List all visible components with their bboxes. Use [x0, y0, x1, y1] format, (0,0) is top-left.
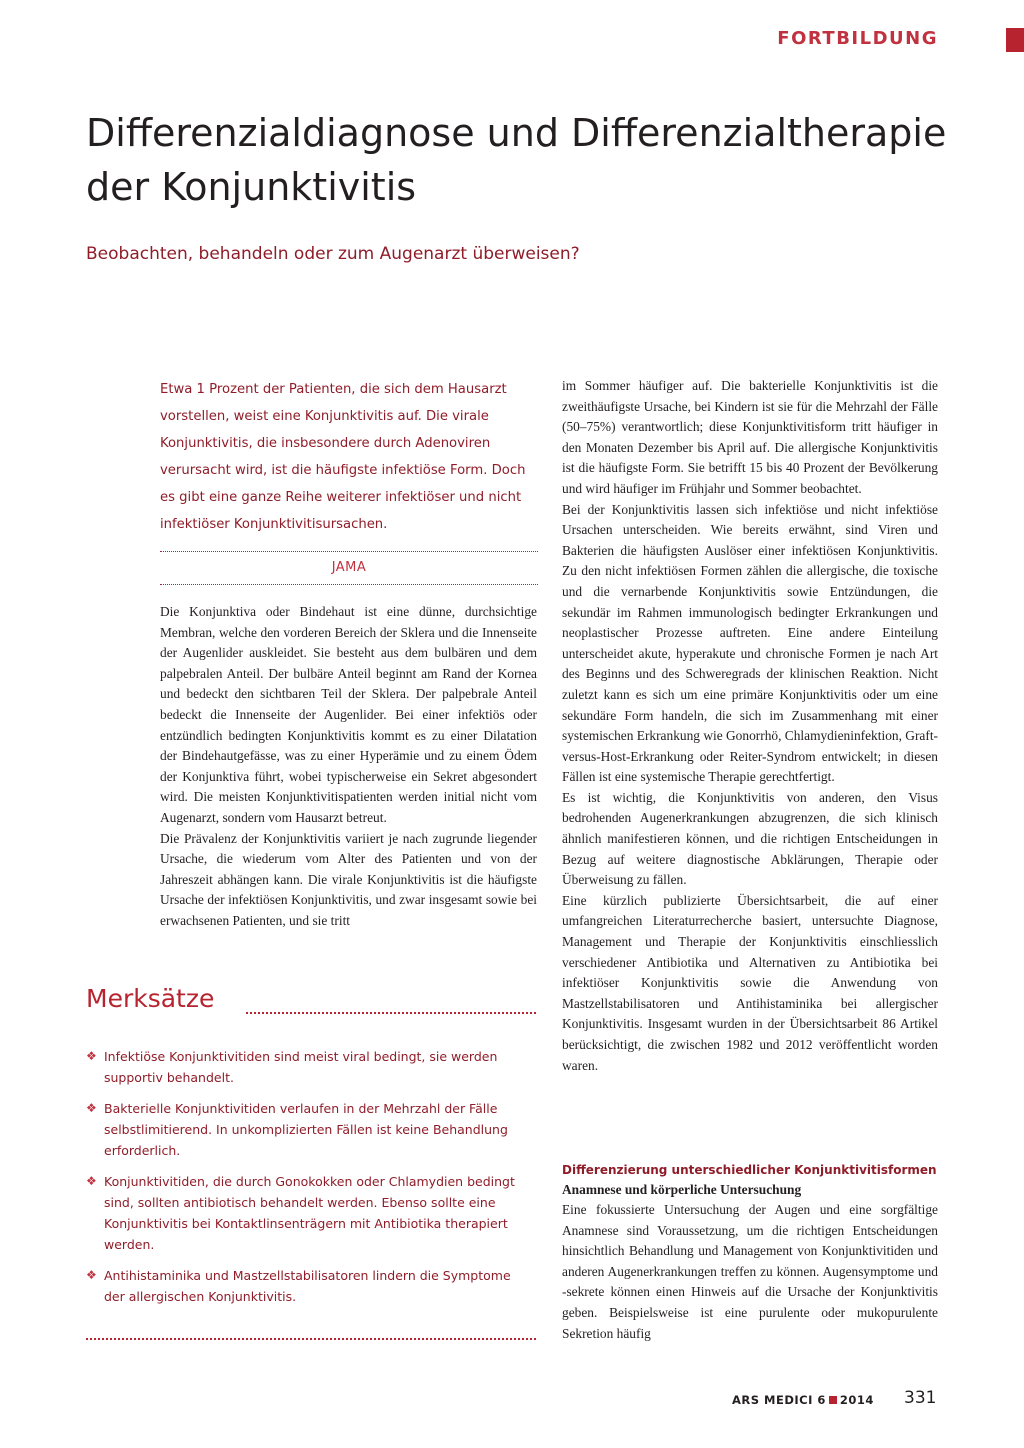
body-column-right-lower	[562, 1160, 938, 1344]
body-paragraph: im Sommer häufiger auf. Die bakterielle Konjunktivitis ist die zweithäufigste Ursache, bei Kindern ist sie für die Mehrzahl der Fälle (50–75%) verantwortlich; diese Konjunktivitisform tritt häufiger in den Monaten Dezember bis April auf. Die allergische Konjunktivitis ist die häufigste Form. Sie betrifft 15 bis 40 Prozent der Bevölkerung und wird häufiger im Frühjahr und Sommer beobachtet.	[562, 378, 938, 496]
list-item	[86, 1265, 526, 1307]
article-subtitle: Beobachten, behandeln oder zum Augenarzt überweisen?	[86, 244, 580, 264]
diamond-bullet-icon: ❖	[86, 1174, 97, 1188]
list-item	[86, 1098, 526, 1161]
diamond-bullet-icon: ❖	[86, 1101, 97, 1115]
subsection-heading: Anamnese und körperliche Untersuchung	[562, 1182, 802, 1197]
page-number: 331	[904, 1388, 937, 1408]
list-item	[86, 1171, 526, 1255]
section-color-block	[1006, 28, 1024, 52]
footer-journal	[732, 1393, 874, 1407]
list-item-text: Antihistaminika und Mastzellstabilisatoren lindern die Symptome der allergischen Konjunktivitis.	[104, 1268, 511, 1304]
journal-name: ARS MEDICI 6	[732, 1393, 826, 1407]
article-title: Differenzialdiagnose und Differenzialtherapie der Konjunktivitis	[86, 111, 947, 209]
merksaetze-title: Merksätze	[86, 984, 215, 1013]
section-heading: Differenzierung unterschiedlicher Konjunktivitisformen	[562, 1163, 937, 1177]
section-label: FORTBILDUNG	[777, 28, 938, 49]
body-paragraph: Eine fokussierte Untersuchung der Augen und eine sorgfältige Anamnese sind Voraussetzung, um die richtigen Entscheidungen hinsichtlich Behandlung und Management von Konjunktivitiden und anderen Augenerkrankungen treffen zu können. Augensymptome und -sekrete können einen Hinweis auf die Ursache der Konjunktivitis geben. Beispielsweise ist eine purulente oder mukopurulente Sekretion häufig	[562, 1202, 938, 1341]
merksaetze-title-dotline	[246, 1012, 536, 1014]
body-paragraph: Die Prävalenz der Konjunktivitis variiert je nach zugrunde liegender Ursache, die wiederum vom Alter des Patienten und von der Jahreszeit abhängen kann. Die virale Konjunktivitis ist die häufigste Ursache der infektiösen Konjunktivitis, und zwar insgesamt sowie bei erwachsenen Patienten, und sie tritt	[160, 830, 537, 928]
body-paragraph: Es ist wichtig, die Konjunktivitis von anderen, den Visus bedrohenden Augenerkrankungen abzugrenzen, die sich klinisch ähnlich manifestieren können, und die richtigen Entscheidungen in Bezug auf weitere diagnostische Abklärungen, Therapie oder Überweisung zu fällen.	[562, 789, 938, 888]
body-paragraph: Bei der Konjunktivitis lassen sich infektiöse und nicht infektiöse Ursachen unterscheiden. Wie bereits erwähnt, sind Viren und Bakterien die häufigsten Auslöser einer infektiösen Konjunktivitis. Zu den nicht infektiösen Formen zählen die allergische, die toxische und die vernarbende Konjunktivitis sowie Entzündungen, die sekundär im Rahmen immunologisch bedingter Erkrankungen und neoplastischer Prozesse auftreten. Eine andere Einteilung unterscheidet akute, hyperakute und chronische Formen je nach Art des Beginns und des Schweregrads der klinischen Reaktion. Nicht zuletzt kann es sich um eine primäre Konjunktivitis oder um eine sekundäre Form handeln, die sich im Zusammenhang mit einer systemischen Erkrankung wie Gonorrhö, Chlamydieninfektion, Graft-versus-Host-Erkrankung oder Reiter-Syndrom entwickelt; in diesen Fällen ist eine systemische Therapie gerechtfertigt.	[562, 501, 938, 785]
source-divider-bottom	[160, 584, 538, 585]
body-column-left	[160, 602, 537, 932]
footer-square-icon	[829, 1396, 837, 1404]
body-column-right	[562, 376, 938, 1076]
journal-year: 2014	[839, 1393, 874, 1407]
merksaetze-list	[86, 1046, 526, 1317]
diamond-bullet-icon: ❖	[86, 1049, 97, 1063]
merksaetze-bottom-dotline	[86, 1338, 536, 1340]
list-item-text: Bakterielle Konjunktivitiden verlaufen in der Mehrzahl der Fälle selbstlimitierend. In unkomplizierten Fällen ist keine Behandlung erforderlich.	[104, 1101, 508, 1158]
diamond-bullet-icon: ❖	[86, 1268, 97, 1282]
body-paragraph: Eine kürzlich publizierte Übersichtsarbeit, die auf einer umfangreichen Literaturrecherche basiert, untersuchte Diagnose, Management und Therapie der Konjunktivitis einschliesslich verschiedener Antibiotika und Alternativen zu Antibiotika bei infektiöser Konjunktivitis sowie die Anwendung von Mastzellstabilisatoren und Antihistaminika bei allergischer Konjunktivitis. Insgesamt wurden in der Übersichtsarbeit 86 Artikel berücksichtigt, die zwischen 1982 und 2012 veröffentlicht worden waren.	[562, 892, 938, 1073]
body-paragraph: Die Konjunktiva oder Bindehaut ist eine dünne, durchsichtige Membran, welche den vorderen Bereich der Sklera und die Innenseite der Augenlider auskleidet. Sie besteht aus dem bulbären und dem palpebralen Anteil. Der bulbäre Anteil beginnt am Rand der Kornea und bedeckt den sichtbaren Teil der Sklera. Der palpebrale Anteil bedeckt die Innenseite der Augenlider. Bei einer infektiös oder entzündlich bedingten Konjunktivitis kommt es zu einer Dilatation der Bindehautgefässe, was zu einer Hyperämie und zu einem Ödem der Konjunktiva führt, wobei typischerweise ein Sekret abgesondert wird. Die meisten Konjunktivitispatienten werden initial nicht vom Augenarzt, sondern vom Hausarzt betreut.	[160, 604, 537, 825]
source-label: JAMA	[331, 560, 367, 575]
list-item-text: Konjunktivitiden, die durch Gonokokken oder Chlamydien bedingt sind, sollten antibiotisch behandelt werden. Ebenso sollte eine Konjunktivitis bei Kontaktlinsenträgern mit Antibiotika therapiert werden.	[104, 1174, 515, 1252]
list-item	[86, 1046, 526, 1088]
lead-paragraph: Etwa 1 Prozent der Patienten, die sich dem Hausarzt vorstellen, weist eine Konjunktivitis auf. Die virale Konjunktivitis, die insbesondere durch Adenoviren verursacht wird, ist die häufigste infektiöse Form. Doch es gibt eine ganze Reihe weiterer infektiöser und nicht infektiöser Konjunktivitisursachen.	[160, 382, 526, 532]
list-item-text: Infektiöse Konjunktivitiden sind meist viral bedingt, sie werden supportiv behandelt.	[104, 1049, 498, 1085]
source-divider-top	[160, 551, 538, 552]
